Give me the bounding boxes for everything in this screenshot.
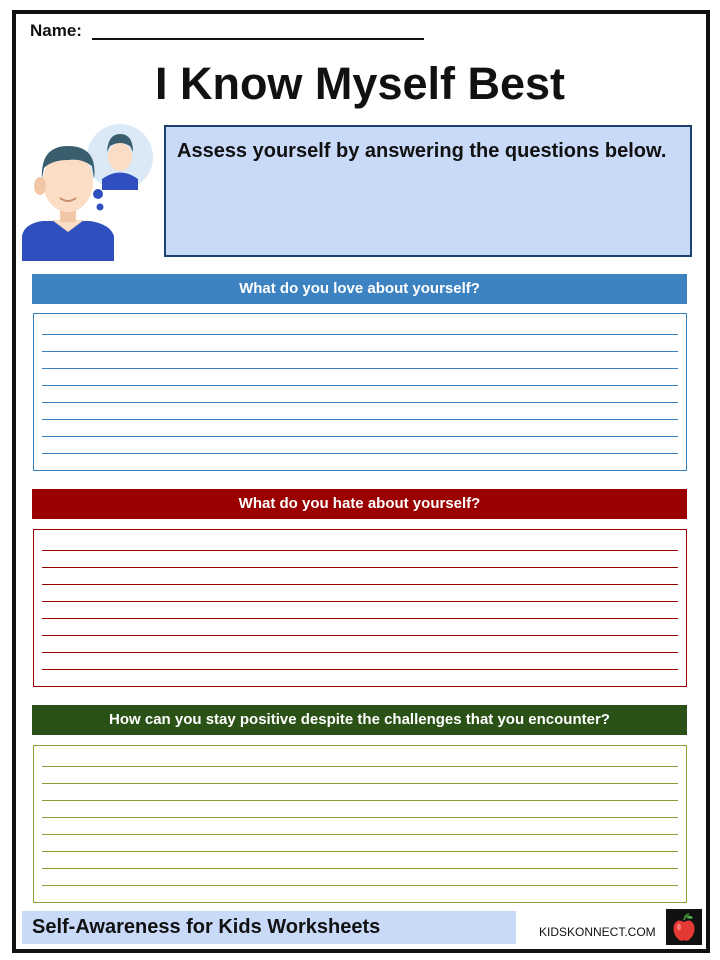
logo-badge[interactable]	[666, 909, 702, 945]
answer-line	[42, 419, 678, 420]
name-label: Name:	[30, 21, 82, 40]
answer-line	[42, 800, 678, 801]
apple-icon	[666, 909, 702, 945]
question-1-text: What do you love about yourself?	[239, 280, 480, 297]
answer-line	[42, 402, 678, 403]
answer-line	[42, 868, 678, 869]
answer-line	[42, 669, 678, 670]
answer-line	[42, 834, 678, 835]
answer-line	[42, 550, 678, 551]
name-field-line[interactable]	[92, 38, 424, 40]
answer-line	[42, 351, 678, 352]
answer-line	[42, 334, 678, 335]
answer-line	[42, 567, 678, 568]
answer-line	[42, 584, 678, 585]
thinking-person-illustration	[22, 124, 162, 261]
question-3-header	[32, 705, 687, 735]
answer-line	[42, 601, 678, 602]
answer-line	[42, 885, 678, 886]
answer-line	[42, 618, 678, 619]
answer-line	[42, 635, 678, 636]
page-title: I Know Myself Best	[154, 58, 566, 109]
instructions-text: Assess yourself by answering the questions below.	[177, 140, 667, 162]
question-2-text: What do you hate about yourself?	[238, 495, 481, 512]
answer-line	[42, 436, 678, 437]
answer-line	[42, 817, 678, 818]
answer-line	[42, 851, 678, 852]
answer-line	[42, 368, 678, 369]
answer-line	[42, 766, 678, 767]
answer-line	[42, 385, 678, 386]
footer-title: Self-Awareness for Kids Worksheets	[32, 916, 381, 938]
answer-line	[42, 652, 678, 653]
question-1-header	[32, 274, 687, 304]
footer-site[interactable]: KIDSKONNECT.COM	[539, 925, 656, 939]
question-3-text: How can you stay positive despite the challenges that you encounter?	[109, 711, 610, 728]
answer-box-1[interactable]	[33, 313, 687, 471]
answer-box-2[interactable]	[33, 529, 687, 687]
answer-line	[42, 783, 678, 784]
answer-line	[42, 453, 678, 454]
question-2-header	[32, 489, 687, 519]
answer-box-3[interactable]	[33, 745, 687, 903]
instructions-box	[164, 125, 692, 257]
